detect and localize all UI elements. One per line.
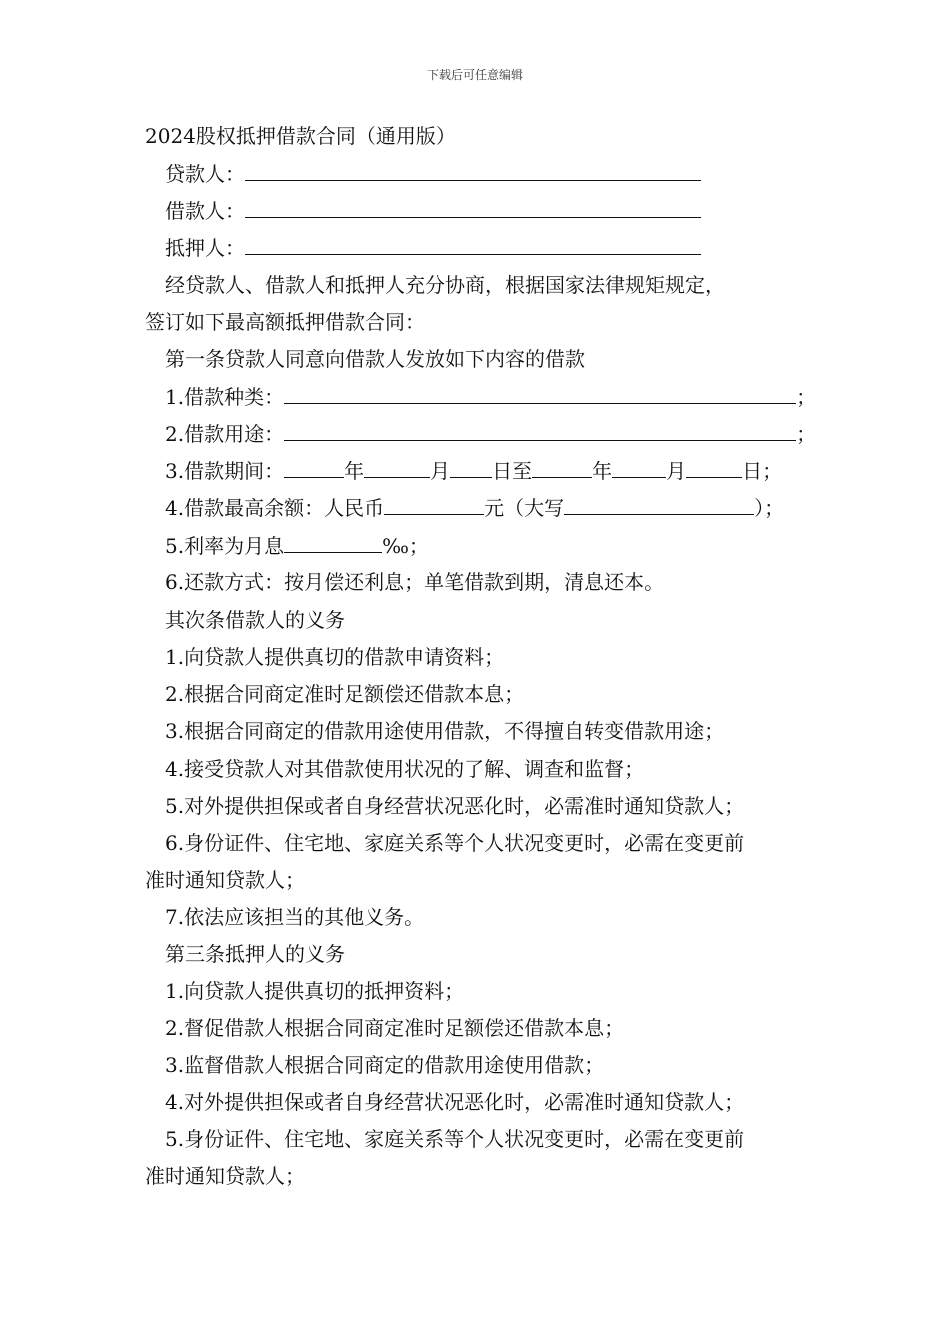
intro-line-2: 签订如下最高额抵押借款合同：	[145, 310, 425, 334]
borrower-blank[interactable]	[245, 197, 701, 218]
borrower-line	[165, 197, 701, 223]
document-title: 2024股权抵押借款合同（通用版）	[145, 124, 456, 148]
interest-rate-label: 5.利率为月息	[165, 534, 285, 558]
interest-rate-suffix: ‰；	[382, 534, 429, 558]
end-day-label: 日；	[742, 459, 783, 483]
article3-item: 3.监督借款人根据合同商定的借款用途使用借款；	[165, 1053, 605, 1077]
max-balance-line	[165, 494, 784, 520]
article3-item: 5.身份证件、住宅地、家庭关系等个人状况变更时，必需在变更前	[165, 1127, 745, 1151]
article2-heading: 其次条借款人的义务	[165, 608, 345, 632]
article2-item: 7.依法应该担当的其他义务。	[165, 905, 425, 929]
mortgagor-blank[interactable]	[245, 234, 701, 255]
max-balance-uppercase-blank[interactable]	[564, 494, 754, 515]
article2-item: 4.接受贷款人对其借款使用状况的了解、调查和监督；	[165, 757, 645, 781]
interest-rate-line	[165, 532, 429, 558]
loan-type-semicolon: ；	[796, 385, 817, 409]
start-month-blank[interactable]	[364, 457, 430, 478]
year-label: 年	[344, 459, 365, 483]
page-header: 下载后可任意编辑	[426, 68, 523, 82]
loan-type-blank[interactable]	[284, 383, 796, 404]
end-year-label: 年	[592, 459, 613, 483]
day-to-label: 日至	[492, 459, 533, 483]
lender-line	[165, 160, 701, 186]
loan-purpose-label: 2.借款用途：	[165, 422, 285, 446]
article1-heading: 第一条贷款人同意向借款人发放如下内容的借款	[165, 347, 585, 371]
repayment-method: 6.还款方式：按月偿还利息；单笔借款到期，清息还本。	[165, 570, 665, 594]
loan-purpose-blank[interactable]	[284, 420, 796, 441]
article2-item: 3.根据合同商定的借款用途使用借款，不得擅自转变借款用途；	[165, 719, 725, 743]
borrower-label: 借款人：	[165, 199, 245, 223]
loan-period-line	[165, 457, 782, 483]
end-month-blank[interactable]	[612, 457, 666, 478]
start-day-blank[interactable]	[450, 457, 492, 478]
end-month-label: 月	[666, 459, 687, 483]
end-day-blank[interactable]	[686, 457, 742, 478]
max-balance-amount-blank[interactable]	[384, 494, 484, 515]
lender-label: 贷款人：	[165, 162, 245, 186]
loan-purpose-line	[165, 420, 816, 446]
article2-item: 2.根据合同商定准时足额偿还借款本息；	[165, 682, 525, 706]
max-balance-suffix: ）；	[754, 496, 785, 520]
loan-period-label: 3.借款期间：	[165, 459, 285, 483]
month-label: 月	[430, 459, 451, 483]
article2-item: 5.对外提供担保或者自身经营状况恶化时，必需准时通知贷款人；	[165, 794, 745, 818]
article3-item: 4.对外提供担保或者自身经营状况恶化时，必需准时通知贷款人；	[165, 1090, 745, 1114]
article3-item: 1.向贷款人提供真切的抵押资料；	[165, 979, 465, 1003]
article3-heading: 第三条抵押人的义务	[165, 942, 345, 966]
article2-item: 6.身份证件、住宅地、家庭关系等个人状况变更时，必需在变更前	[165, 831, 745, 855]
loan-type-line	[165, 383, 816, 409]
mortgagor-line	[165, 234, 701, 260]
article2-item-continued: 准时通知贷款人；	[145, 868, 305, 892]
interest-rate-blank[interactable]	[284, 532, 382, 553]
article3-item-continued: 准时通知贷款人；	[145, 1164, 305, 1188]
loan-purpose-semicolon: ；	[796, 422, 817, 446]
start-year-blank[interactable]	[284, 457, 344, 478]
lender-blank[interactable]	[245, 160, 701, 181]
article2-item: 1.向贷款人提供真切的借款申请资料；	[165, 645, 505, 669]
intro-line-1: 经贷款人、借款人和抵押人充分协商，根据国家法律规矩规定，	[165, 273, 725, 297]
loan-type-label: 1.借款种类：	[165, 385, 285, 409]
article3-item: 2.督促借款人根据合同商定准时足额偿还借款本息；	[165, 1016, 625, 1040]
max-balance-label: 4.借款最高余额：人民币	[165, 496, 385, 520]
mortgagor-label: 抵押人：	[165, 236, 245, 260]
end-year-blank[interactable]	[532, 457, 592, 478]
yuan-label: 元（大写	[484, 496, 565, 520]
